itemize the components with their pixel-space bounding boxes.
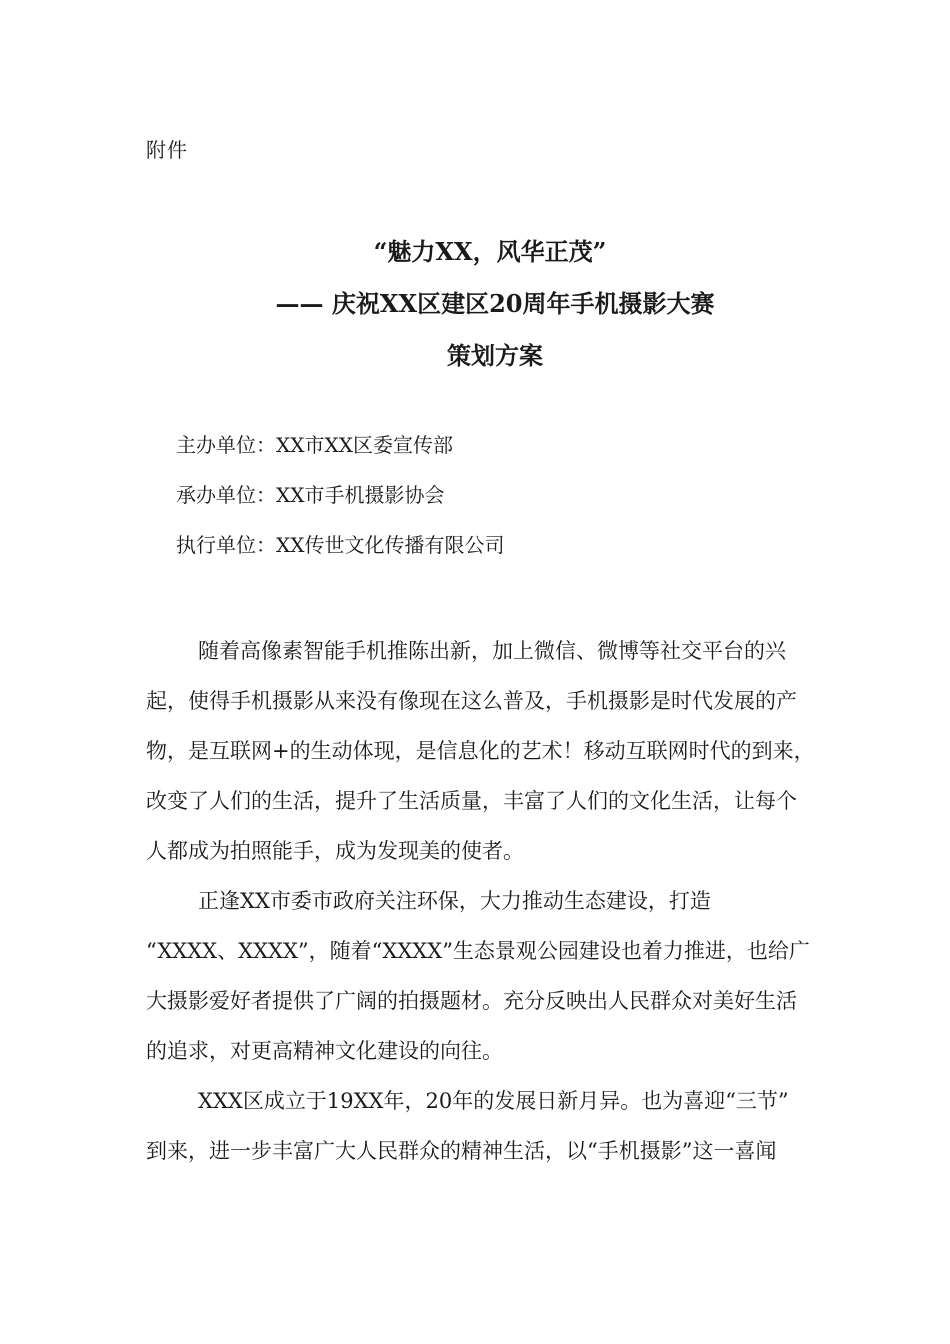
paragraph-line: 到来，进一步丰富广大人民群众的精神生活，以“手机摄影”这一喜闻	[146, 1139, 777, 1163]
paragraph-line: XXX区成立于19XX年，20年的发展日新月异。也为喜迎“三节”	[198, 1089, 789, 1113]
paragraph-line: “XXXX、XXXX”，随着“XXXX”生态景观公园建设也着力推进，也给广	[146, 939, 810, 963]
host-unit: 主办单位：XX市XX区委宣传部	[176, 433, 453, 457]
organizer-list	[176, 428, 504, 578]
paragraph-line: 随着高像素智能手机推陈出新，加上微信、微博等社交平台的兴	[198, 639, 786, 663]
paragraph-1	[146, 626, 846, 876]
paragraph-line: 正逢XX市委市政府关注环保，大力推动生态建设，打造	[198, 889, 711, 913]
paragraph-line: 人都成为拍照能手，成为发现美的使者。	[146, 839, 524, 863]
paragraph-line: 的追求，对更高精神文化建设的向往。	[146, 1039, 503, 1063]
title-line-3: 策划方案	[447, 341, 543, 370]
document-title	[0, 226, 950, 382]
paragraph-line: 物，是互联网+的生动体现，是信息化的艺术！移动互联网时代的到来，	[146, 739, 815, 763]
executor-unit: 执行单位：XX传世文化传播有限公司	[176, 533, 505, 557]
paragraph-3	[146, 1076, 846, 1176]
organizer-unit: 承办单位：XX市手机摄影协会	[176, 483, 445, 507]
paragraph-line: 起，使得手机摄影从来没有像现在这么普及，手机摄影是时代发展的产	[146, 689, 797, 713]
body-text	[146, 626, 846, 1176]
paragraph-line: 改变了人们的生活，提升了生活质量，丰富了人们的文化生活，让每个	[146, 789, 797, 813]
paragraph-line: 大摄影爱好者提供了广阔的拍摄题材。充分反映出人民群众对美好生活	[146, 989, 797, 1013]
paragraph-2	[146, 876, 846, 1076]
title-line-1: “魅力XX，风华正茂”	[373, 237, 607, 266]
attachment-label: 附件	[146, 138, 188, 162]
title-line-2: —— 庆祝XX区建区20周年手机摄影大赛	[275, 289, 715, 318]
